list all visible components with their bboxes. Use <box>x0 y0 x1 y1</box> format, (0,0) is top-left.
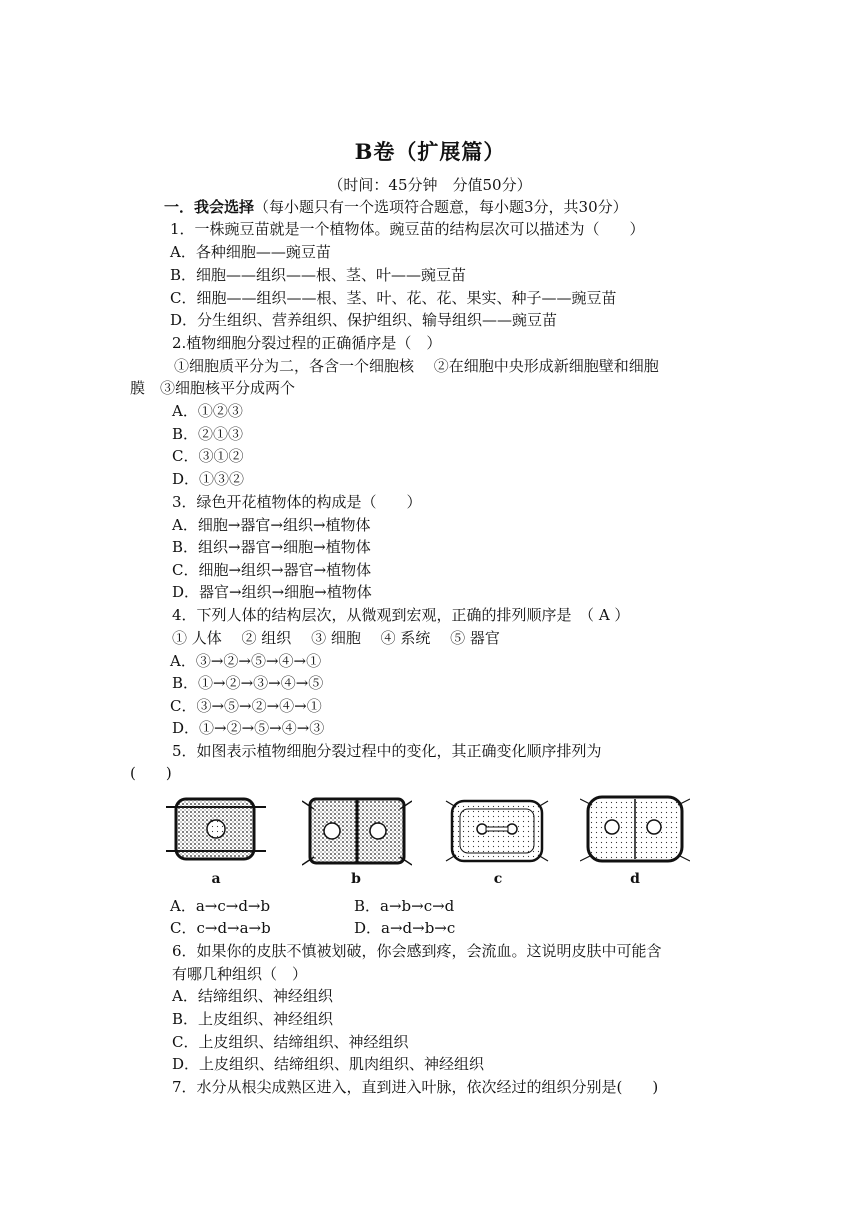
q1-option-d: D．分生组织、营养组织、保护组织、输导组织——豌豆苗 <box>170 311 558 329</box>
cell-figure-b <box>302 793 412 869</box>
q2-statement-line2: 膜 ③细胞核平分成两个 <box>130 379 296 397</box>
q2-statement-line1: ①细胞质平分为二，各含一个细胞核 ②在细胞中央形成新细胞壁和细胞 <box>174 357 659 375</box>
q3-stem: 3．绿色开花植物体的构成是（ ） <box>172 493 422 511</box>
q2-option-a: A．①②③ <box>172 402 243 420</box>
q1-option-c: C．细胞——组织——根、茎、叶、花、花、果实、种子——豌豆苗 <box>170 289 617 307</box>
q1-option-a: A．各种细胞——豌豆苗 <box>170 243 331 261</box>
q1-stem: 1．一株豌豆苗就是一个植物体。豌豆苗的结构层次可以描述为（ ） <box>170 220 645 238</box>
q5-option-d: D．a→d→b→c <box>354 919 456 937</box>
q3-option-a: A．细胞→器官→组织→植物体 <box>172 516 371 534</box>
cell-figure-d <box>580 791 690 867</box>
q3-option-c: C．细胞→组织→器官→植物体 <box>172 561 372 579</box>
q6-option-d: D．上皮组织、结缔组织、肌肉组织、神经组织 <box>172 1055 485 1073</box>
q4-option-a: A．③→②→⑤→④→① <box>170 652 322 670</box>
cell-figure-c <box>442 795 552 867</box>
q6-option-a: A．结缔组织、神经组织 <box>172 987 333 1005</box>
q6-stem-line1: 6．如果你的皮肤不慎被划破，你会感到疼，会流血。这说明皮肤中可能含 <box>172 942 662 960</box>
q3-option-b: B．组织→器官→细胞→植物体 <box>172 538 371 556</box>
section-heading: 一．我会选择 <box>164 198 255 216</box>
q4-option-c: C．③→⑤→②→④→① <box>170 697 322 715</box>
page-subtitle: （时间：45分钟 分值50分） <box>328 176 532 194</box>
q5-stem-line1: 5．如图表示植物细胞分裂过程中的变化，其正确变化顺序排列为 <box>172 742 602 760</box>
figure-label-b: b <box>351 871 361 887</box>
figure-label-c: c <box>493 871 503 887</box>
section-header <box>164 197 628 217</box>
q1-option-b: B．细胞——组织——根、茎、叶——豌豆苗 <box>170 266 467 284</box>
q4-items: ① 人体 ② 组织 ③ 细胞 ④ 系统 ⑤ 器官 <box>172 629 500 647</box>
q6-stem-line2: 有哪几种组织（ ） <box>172 965 308 983</box>
figure-label-a: a <box>211 871 221 887</box>
q5-stem-line2: ( ) <box>130 764 172 782</box>
q3-option-d: D．器官→组织→细胞→植物体 <box>172 583 372 601</box>
q2-option-c: C．③①② <box>172 447 244 465</box>
cell-division-figures <box>160 795 720 890</box>
q5-option-c: C．c→d→a→b <box>170 919 271 937</box>
cell-figure-a <box>166 795 266 865</box>
q5-option-a: A．a→c→d→b <box>170 897 271 915</box>
q6-option-c: C．上皮组织、结缔组织、神经组织 <box>172 1033 409 1051</box>
q6-option-b: B．上皮组织、神经组织 <box>172 1010 334 1028</box>
section-note: （每小题只有一个选项符合题意，每小题3分，共30分） <box>254 198 628 216</box>
q4-option-d: D．①→②→⑤→④→③ <box>172 719 325 737</box>
q7-stem: 7．水分从根尖成熟区进入，直到进入叶脉，依次经过的组织分别是( ) <box>172 1078 659 1096</box>
q2-stem: 2.植物细胞分裂过程的正确循序是（ ） <box>172 334 442 352</box>
q4-option-b: B．①→②→③→④→⑤ <box>172 674 324 692</box>
q4-stem: 4．下列人体的结构层次，从微观到宏观，正确的排列顺序是 （ A ） <box>172 606 630 624</box>
q2-option-d: D．①③② <box>172 470 245 488</box>
q5-option-b: B．a→b→c→d <box>354 897 455 915</box>
q2-option-b: B．②①③ <box>172 425 244 443</box>
page-title: B卷（扩展篇） <box>354 139 506 164</box>
figure-label-d: d <box>630 871 640 887</box>
